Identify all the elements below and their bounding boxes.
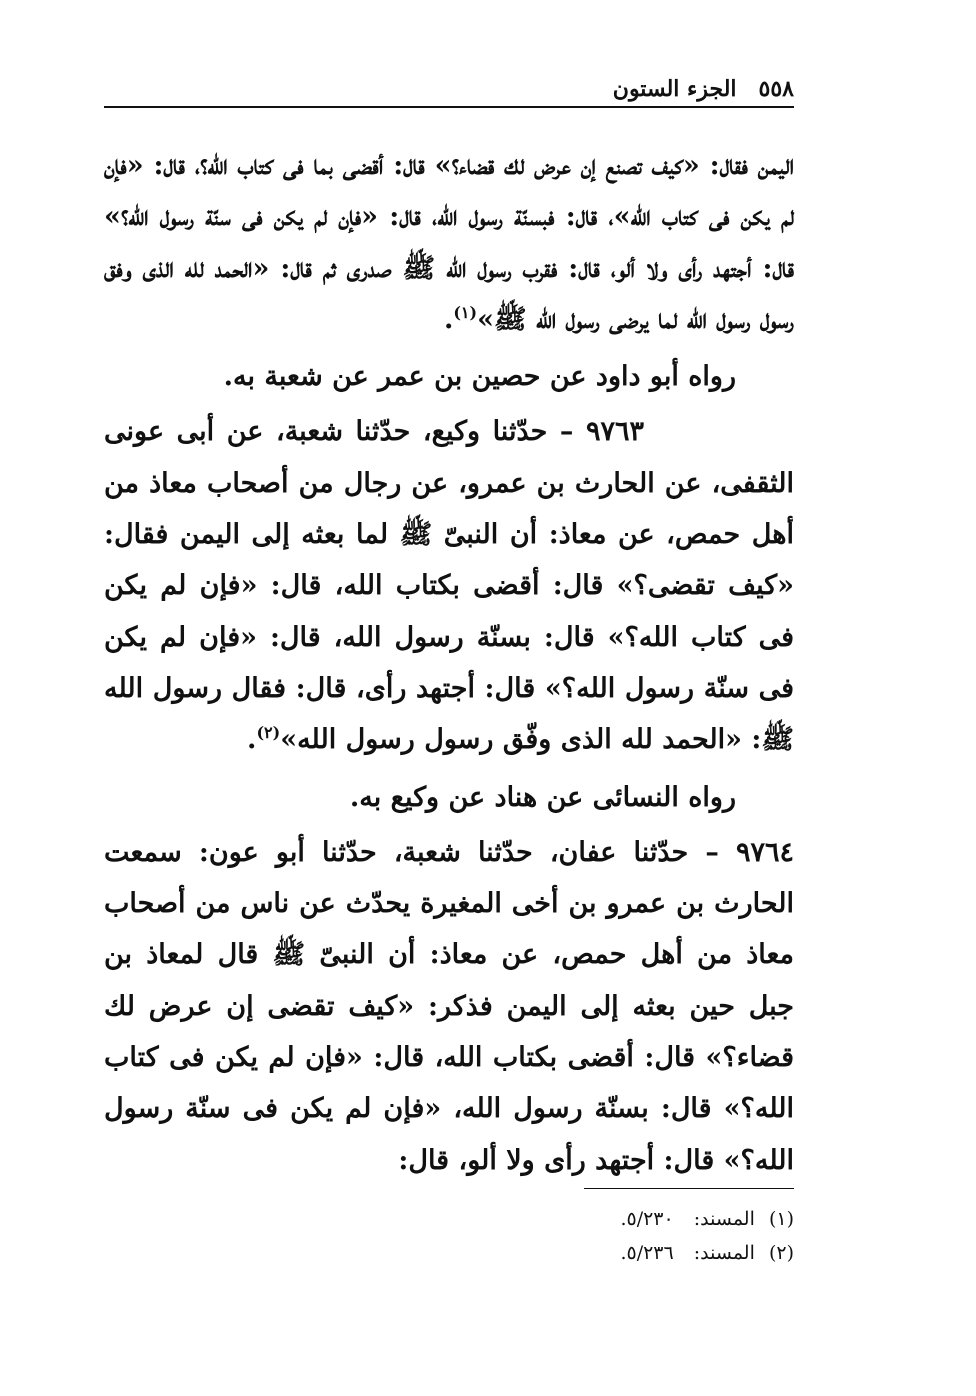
paragraph-text: اليمن فقال: «كيف تصنع إن عرض لك قضاء؟» قال: أقضى بما فى كتاب الله؟، قال: «فإن لم يكن فى كتاب الله»، قال: فبسنّة رسول الله، قال: «فإن لم يكن فى سنّة رسول الله؟» قال: أجتهد رأى ولا ألو، قال: فقرب رسول الله ﷺ صدرى ثم قال: «الحمد لله الذى وفق رسول رسول الله لما يرضى رسول الله ﷺ»: [104, 150, 794, 335]
footnote-label: المسند:: [693, 1208, 755, 1230]
hadith-9764: ٩٧٦٤ – حدّثنا عفان، حدّثنا شعبة، حدّثنا أبو عون: سمعت الحارث بن عمرو بن أخى المغيرة يحدّث عن ناس من أصحاب معاذ من أهل حمص، عن معاذ: أن النبىّ ﷺ قال لمعاذ بن جبل حين بعثه إلى اليمن فذكر: «كيف تقضى إن عرض لك قضاء؟» قال: أقضى بكتاب الله، قال: «فإن لم يكن فى كتاب الله؟» قال: بسنّة رسول الله، «فإن لم يكن فى سنّة رسول الله؟» قال: أجتهد رأى ولا ألو، قال:: [104, 836, 794, 1176]
footnote-number: (٢): [768, 1242, 794, 1264]
footnote-label: المسند:: [693, 1242, 755, 1264]
main-text: [104, 140, 794, 1190]
page-number: ٥٥٨: [758, 76, 794, 102]
footnotes: [400, 1202, 794, 1270]
footnote-item: [400, 1236, 794, 1270]
paragraph-text: ٩٧٦٣ – حدّثنا وكيع، حدّثنا شعبة، عن أبى عونى الثقفى، عن الحارث بن عمرو، عن رجال من أصحاب معاذ من أهل حمص، عن معاذ: أن النبىّ ﷺ لما بعثه إلى اليمن فقال: «كيف تقضى؟» قال: أقضى بكتاب الله، قال: «فإن لم يكن فى كتاب الله؟» قال: بسنّة رسول الله، قال: «فإن لم يكن فى سنّة رسول الله؟» قال: أجتهد رأى، قال: فقال رسول الله ﷺ: «الحمد لله الذى وفّق رسول رسول الله»: [104, 416, 794, 756]
citation-line: رواه النسائى عن هناد عن وكيع به.: [349, 781, 736, 813]
footnote-ref: (١): [453, 302, 478, 322]
hadith-9763: ٩٧٦٣ – حدّثنا وكيع، حدّثنا شعبة، عن أبى عونى الثقفى، عن الحارث بن عمرو، عن رجال من أصحاب معاذ من أهل حمص، عن معاذ: أن النبىّ ﷺ لما بعثه إلى اليمن فقال: «كيف تقضى؟» قال: أقضى بكتاب الله، قال: «فإن لم يكن فى كتاب الله؟» قال: بسنّة رسول الله، قال: «فإن لم يكن فى سنّة رسول الله؟» قال: أجتهد رأى، قال: فقال رسول الله ﷺ: «الحمد لله الذى وفّق رسول رسول الله»$^{(٢)}$.: [104, 416, 794, 756]
header-divider: [104, 106, 794, 108]
footnote-item: [400, 1202, 794, 1236]
page-header: [104, 62, 794, 102]
footnote-ref: (٢): [256, 723, 281, 743]
paragraph-continuation: اليمن فقال: «كيف تصنع إن عرض لك قضاء؟» قال: أقضى بما فى كتاب الله؟، قال: «فإن لم يكن فى كتاب الله»، قال: فبسنّة رسول الله، قال: «فإن لم يكن فى سنّة رسول الله؟» قال: أجتهد رأى ولا ألو، قال: فقرب رسول الله ﷺ صدرى ثم قال: «الحمد لله الذى وفق رسول رسول الله لما يرضى رسول الله ﷺ»$^{(١)}$.: [104, 150, 794, 335]
footnote-value: ٥/٢٣٠.: [620, 1208, 674, 1230]
footnote-divider: [584, 1188, 794, 1189]
footnote-value: ٥/٢٣٦.: [620, 1242, 674, 1264]
footnote-number: (١): [768, 1208, 794, 1230]
running-title: الجزء الستون: [612, 76, 737, 102]
citation-line: رواه أبو داود عن حصين بن عمر عن شعبة به.: [223, 361, 736, 393]
